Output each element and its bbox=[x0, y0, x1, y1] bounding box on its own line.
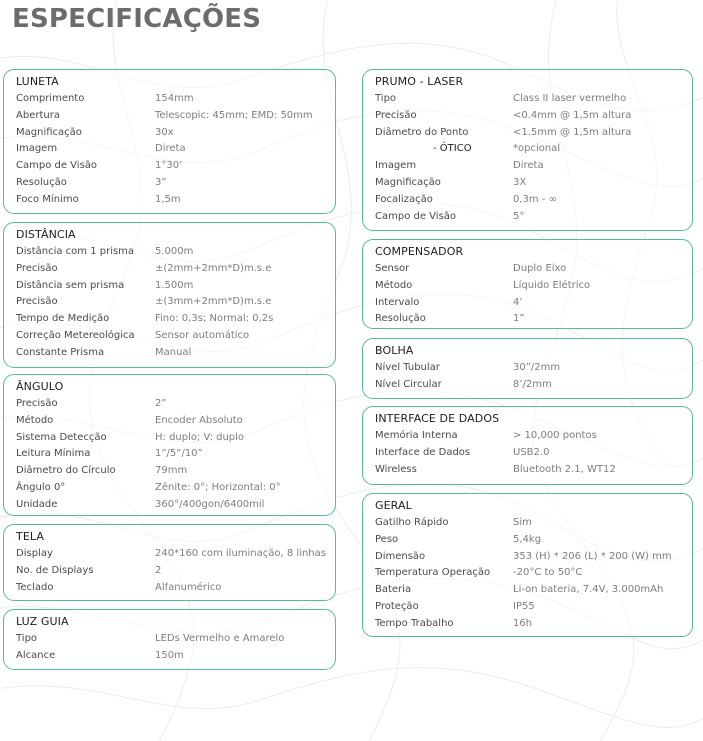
spec-row bbox=[16, 177, 331, 194]
spec-value: H: duplo; V: duplo bbox=[155, 431, 245, 443]
spec-value: ±(3mm+2mm*D)m.s.e bbox=[155, 296, 272, 308]
spec-row bbox=[375, 143, 688, 160]
spec-label: Método bbox=[16, 414, 54, 426]
spec-row bbox=[375, 160, 688, 177]
spec-value: Sensor automático bbox=[155, 329, 250, 341]
spec-value: 3X bbox=[513, 176, 527, 188]
spec-label: Peso bbox=[375, 533, 399, 545]
spec-row bbox=[375, 263, 688, 280]
spec-value: Duplo Eixo bbox=[513, 263, 567, 274]
spec-value: IP55 bbox=[513, 600, 535, 612]
spec-row bbox=[16, 330, 331, 347]
spec-value: 79mm bbox=[155, 465, 188, 477]
spec-label: No. de Displays bbox=[16, 564, 94, 576]
spec-label: Diâmetro do Círculo bbox=[16, 465, 116, 477]
spec-value: -20°C to 50°C bbox=[513, 567, 583, 579]
spec-row bbox=[375, 584, 688, 601]
spec-label: Sensor bbox=[375, 263, 410, 274]
geral-title: GERAL bbox=[375, 499, 412, 512]
distancia-rows bbox=[16, 246, 331, 364]
spec-row bbox=[16, 415, 331, 432]
spec-label: Tipo bbox=[16, 633, 38, 644]
spec-value: 353 (H) * 206 (L) * 200 (W) mm bbox=[513, 550, 672, 562]
spec-row bbox=[375, 551, 688, 568]
spec-value: Direta bbox=[513, 160, 544, 172]
spec-value: 30x bbox=[155, 126, 174, 138]
spec-label: Correção Metereológica bbox=[16, 329, 135, 341]
spec-row bbox=[16, 143, 331, 160]
spec-value: 2” bbox=[155, 398, 167, 409]
spec-row bbox=[16, 565, 331, 582]
spec-row bbox=[375, 601, 688, 618]
spec-label: Precisão bbox=[16, 296, 58, 308]
compensador-rows bbox=[375, 263, 688, 330]
spec-label: Nível Circular bbox=[375, 378, 442, 390]
spec-row bbox=[16, 448, 331, 465]
spec-row bbox=[16, 548, 331, 565]
spec-label: - ÓTICO bbox=[433, 143, 472, 155]
spec-value: 8’/2mm bbox=[513, 378, 552, 390]
spec-row bbox=[16, 160, 331, 177]
prumo-card bbox=[362, 69, 693, 231]
spec-row bbox=[375, 211, 688, 228]
spec-label: Teclado bbox=[16, 581, 54, 593]
spec-row bbox=[16, 650, 331, 667]
spec-value: Zênite: 0°; Horizontal: 0° bbox=[155, 481, 281, 493]
spec-value: 5° bbox=[513, 210, 525, 222]
spec-value: Telescopic: 45mm; EMD: 50mm bbox=[155, 109, 313, 121]
spec-label: Precisão bbox=[375, 109, 417, 121]
spec-row bbox=[375, 379, 688, 396]
spec-label: Alcance bbox=[16, 649, 56, 661]
prumo-title: PRUMO - LASER bbox=[375, 75, 464, 88]
spec-label: Wireless bbox=[375, 463, 417, 475]
angulo-title: ÂNGULO bbox=[16, 380, 64, 393]
prumo-rows bbox=[375, 93, 688, 227]
luz-guia-rows bbox=[16, 633, 331, 667]
spec-value: <0.4mm @ 1,5m altura bbox=[513, 109, 632, 121]
spec-label: Intervalo bbox=[375, 296, 420, 308]
spec-value: Class II laser vermelho bbox=[513, 93, 627, 104]
spec-label: Nível Tubular bbox=[375, 362, 440, 373]
spec-value: 1.500m bbox=[155, 279, 194, 291]
spec-value: 4’ bbox=[513, 296, 523, 308]
spec-label: Precisão bbox=[16, 398, 58, 409]
spec-label: Magnificação bbox=[375, 176, 441, 188]
spec-label: Campo de Visão bbox=[375, 210, 457, 222]
spec-row bbox=[16, 432, 331, 449]
distancia-title: DISTÂNCIA bbox=[16, 228, 76, 241]
spec-value: 2 bbox=[155, 564, 162, 576]
spec-label: Ângulo 0° bbox=[16, 481, 66, 493]
spec-label: Tipo bbox=[375, 93, 397, 104]
spec-label: Temperatura Operação bbox=[375, 567, 491, 579]
spec-value: 154mm bbox=[155, 93, 194, 104]
spec-row bbox=[16, 93, 331, 110]
spec-label: Dimensão bbox=[375, 550, 426, 562]
spec-label: Tempo Trabalho bbox=[375, 617, 454, 629]
spec-value: 30”/2mm bbox=[513, 362, 561, 373]
spec-row bbox=[16, 465, 331, 482]
spec-label: Resolução bbox=[375, 313, 426, 325]
spec-value: Manual bbox=[155, 346, 192, 358]
spec-row bbox=[16, 582, 331, 599]
spec-label: Bateria bbox=[375, 584, 412, 596]
spec-value: 0,3m - ∞ bbox=[513, 193, 557, 205]
tela-card bbox=[3, 524, 336, 601]
interface-rows bbox=[375, 430, 688, 480]
spec-row bbox=[375, 464, 688, 481]
spec-label: Método bbox=[375, 279, 413, 291]
spec-row bbox=[16, 110, 331, 127]
spec-label: Imagem bbox=[375, 160, 417, 172]
spec-row bbox=[375, 93, 688, 110]
spec-row bbox=[375, 313, 688, 330]
spec-row bbox=[375, 194, 688, 211]
luneta-rows bbox=[16, 93, 331, 211]
spec-value: 150m bbox=[155, 649, 184, 661]
spec-label: Resolução bbox=[16, 176, 67, 188]
spec-label: Proteção bbox=[375, 600, 419, 612]
spec-value: Encoder Absoluto bbox=[155, 414, 243, 426]
spec-value: LEDs Vermelho e Amarelo bbox=[155, 633, 285, 644]
bolha-rows bbox=[375, 362, 688, 396]
geral-rows bbox=[375, 517, 688, 635]
spec-row bbox=[16, 347, 331, 364]
spec-row bbox=[375, 534, 688, 551]
spec-value: Fino: 0,3s; Normal: 0,2s bbox=[155, 313, 274, 325]
spec-value: 5.000m bbox=[155, 246, 194, 257]
spec-label: Leitura Mínima bbox=[16, 448, 91, 460]
spec-row bbox=[375, 618, 688, 635]
spec-value: *opcional bbox=[513, 143, 561, 155]
spec-label: Tempo de Medição bbox=[16, 313, 110, 325]
spec-row bbox=[16, 633, 331, 650]
spec-label: Distância sem prisma bbox=[16, 279, 125, 291]
spec-value: Li-on bateria, 7.4V, 3.000mAh bbox=[513, 584, 664, 596]
spec-value: 3” bbox=[155, 176, 167, 188]
spec-label: Precisão bbox=[16, 262, 58, 274]
tela-title: TELA bbox=[16, 530, 44, 543]
spec-label: Comprimento bbox=[16, 93, 85, 104]
spec-label: Abertura bbox=[16, 109, 60, 121]
spec-label: Diâmetro do Ponto bbox=[375, 126, 469, 138]
spec-label: Foco Mínimo bbox=[16, 193, 79, 205]
spec-label: Gatilho Rápido bbox=[375, 517, 449, 528]
spec-value: 1,5m bbox=[155, 193, 181, 205]
spec-row bbox=[375, 127, 688, 144]
spec-row bbox=[16, 499, 331, 516]
spec-value: Alfanumérico bbox=[155, 581, 222, 593]
spec-label: Interface de Dados bbox=[375, 446, 471, 458]
spec-label: Imagem bbox=[16, 143, 58, 155]
spec-row bbox=[375, 567, 688, 584]
luneta-card bbox=[3, 69, 336, 214]
spec-value: 240*160 com iluminação, 8 linhas bbox=[155, 548, 326, 559]
spec-label: Focalização bbox=[375, 193, 433, 205]
spec-label: Memória Interna bbox=[375, 430, 458, 441]
spec-row bbox=[16, 127, 331, 144]
spec-value: ±(2mm+2mm*D)m.s.e bbox=[155, 262, 272, 274]
compensador-card bbox=[362, 239, 693, 329]
spec-value: 360°/400gon/6400mil bbox=[155, 498, 265, 510]
luneta-title: LUNETA bbox=[16, 75, 59, 88]
tela-rows bbox=[16, 548, 331, 598]
spec-label: Campo de Visão bbox=[16, 160, 98, 172]
spec-value: Líquido Elétrico bbox=[513, 279, 591, 291]
spec-value: 16h bbox=[513, 617, 533, 629]
spec-value: 1°30’ bbox=[155, 160, 183, 172]
spec-row bbox=[16, 280, 331, 297]
spec-row bbox=[16, 296, 331, 313]
spec-value: > 10,000 pontos bbox=[513, 430, 597, 441]
spec-value: Direta bbox=[155, 143, 186, 155]
luz-guia-card bbox=[3, 609, 336, 670]
spec-row bbox=[16, 246, 331, 263]
bolha-title: BOLHA bbox=[375, 344, 414, 357]
spec-row bbox=[375, 447, 688, 464]
compensador-title: COMPENSADOR bbox=[375, 245, 464, 258]
angulo-rows bbox=[16, 398, 331, 516]
luz-guia-title: LUZ GUIA bbox=[16, 615, 69, 628]
spec-label: Distância com 1 prisma bbox=[16, 246, 135, 257]
spec-label: Unidade bbox=[16, 498, 58, 510]
spec-row bbox=[375, 430, 688, 447]
spec-value: 5,4kg bbox=[513, 533, 542, 545]
distancia-card bbox=[3, 222, 336, 368]
page-title: ESPECIFICAÇÕES bbox=[12, 4, 262, 34]
spec-row bbox=[375, 280, 688, 297]
spec-value: 1” bbox=[513, 313, 525, 325]
spec-row bbox=[375, 517, 688, 534]
interface-card bbox=[362, 406, 693, 485]
spec-row bbox=[16, 398, 331, 415]
interface-title: INTERFACE DE DADOS bbox=[375, 412, 500, 425]
bolha-card bbox=[362, 338, 693, 399]
spec-label: Display bbox=[16, 548, 53, 559]
spec-value: 1”/5”/10” bbox=[155, 448, 203, 460]
geral-card bbox=[362, 493, 693, 637]
spec-row bbox=[16, 482, 331, 499]
spec-row bbox=[16, 313, 331, 330]
spec-value: USB2.0 bbox=[513, 446, 550, 458]
spec-value: Sim bbox=[513, 517, 532, 528]
spec-row bbox=[375, 177, 688, 194]
spec-label: Magnificação bbox=[16, 126, 82, 138]
angulo-card bbox=[3, 374, 336, 516]
spec-row bbox=[16, 263, 331, 280]
spec-row bbox=[375, 297, 688, 314]
spec-row bbox=[375, 362, 688, 379]
spec-value: Bluetooth 2.1, WT12 bbox=[513, 463, 616, 475]
spec-value: <1.5mm @ 1,5m altura bbox=[513, 126, 632, 138]
spec-label: Constante Prisma bbox=[16, 346, 105, 358]
spec-label: Sistema Detecção bbox=[16, 431, 107, 443]
spec-row bbox=[375, 110, 688, 127]
spec-row bbox=[16, 194, 331, 211]
